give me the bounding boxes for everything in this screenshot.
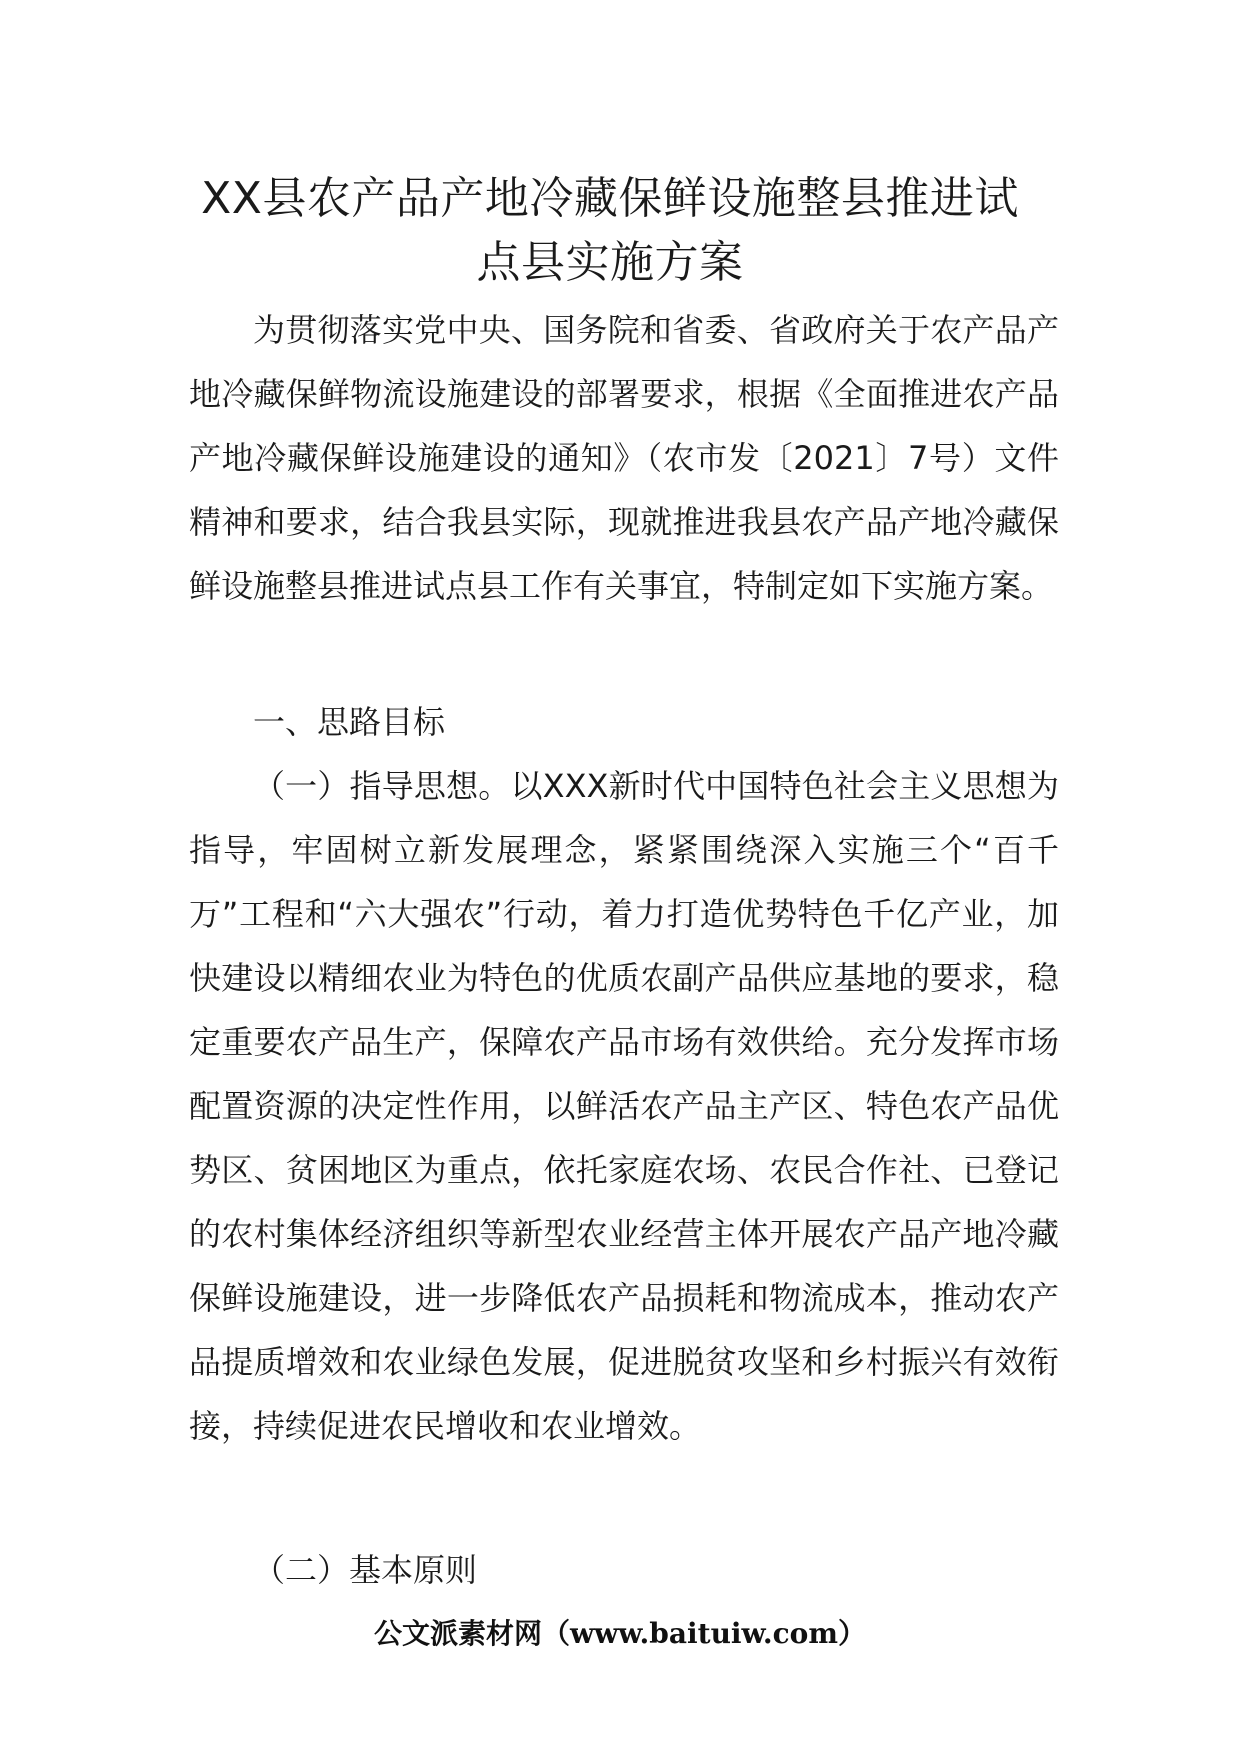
section-heading-2: （二）基本原则 — [253, 1551, 478, 1589]
footer-watermark: 公文派素材网（www.baituiw.com） — [374, 1617, 866, 1650]
section-heading-1: 一、思路目标 — [253, 703, 446, 741]
document-title-line-1: XX县农产品产地冷藏保鲜设施整县推进试 — [201, 173, 1019, 224]
document-title-line-2: 点县实施方案 — [476, 237, 744, 288]
intro-paragraph: 为贯彻落实党中央、国务院和省委、省政府关于农产品产地冷藏保鲜物流设施建设的部署要求，根据《全面推进农产品产地冷藏保鲜设施建设的通知》（农市发〔2021〕7号）文件精神和要求，结合我县实际，现就推进我县农产品产地冷藏保鲜设施整县推进试点县工作有关事宜，特制定如下实施方案。 — [189, 311, 1059, 605]
guiding-ideology-paragraph: （一）指导思想。以XXX新时代中国特色社会主义思想为指导，牢固树立新发展理念，紧紧围绕深入实施三个“百千万”工程和“六大强农”行动，着力打造优势特色千亿产业，加快建设以精细农业为特色的优质农副产品供应基地的要求，稳定重要农产品生产，保障农产品市场有效供给。充分发挥市场配置资源的决定性作用，以鲜活农产品主产区、特色农产品优势区、贫困地区为重点，依托家庭农场、农民合作社、已登记的农村集体经济组织等新型农业经营主体开展农产品产地冷藏保鲜设施建设，进一步降低农产品损耗和物流成本，推动农产品提质增效和农业绿色发展，促进脱贫攻坚和乡村振兴有效衔接，持续促进农民增收和农业增效。 — [189, 767, 1059, 1445]
